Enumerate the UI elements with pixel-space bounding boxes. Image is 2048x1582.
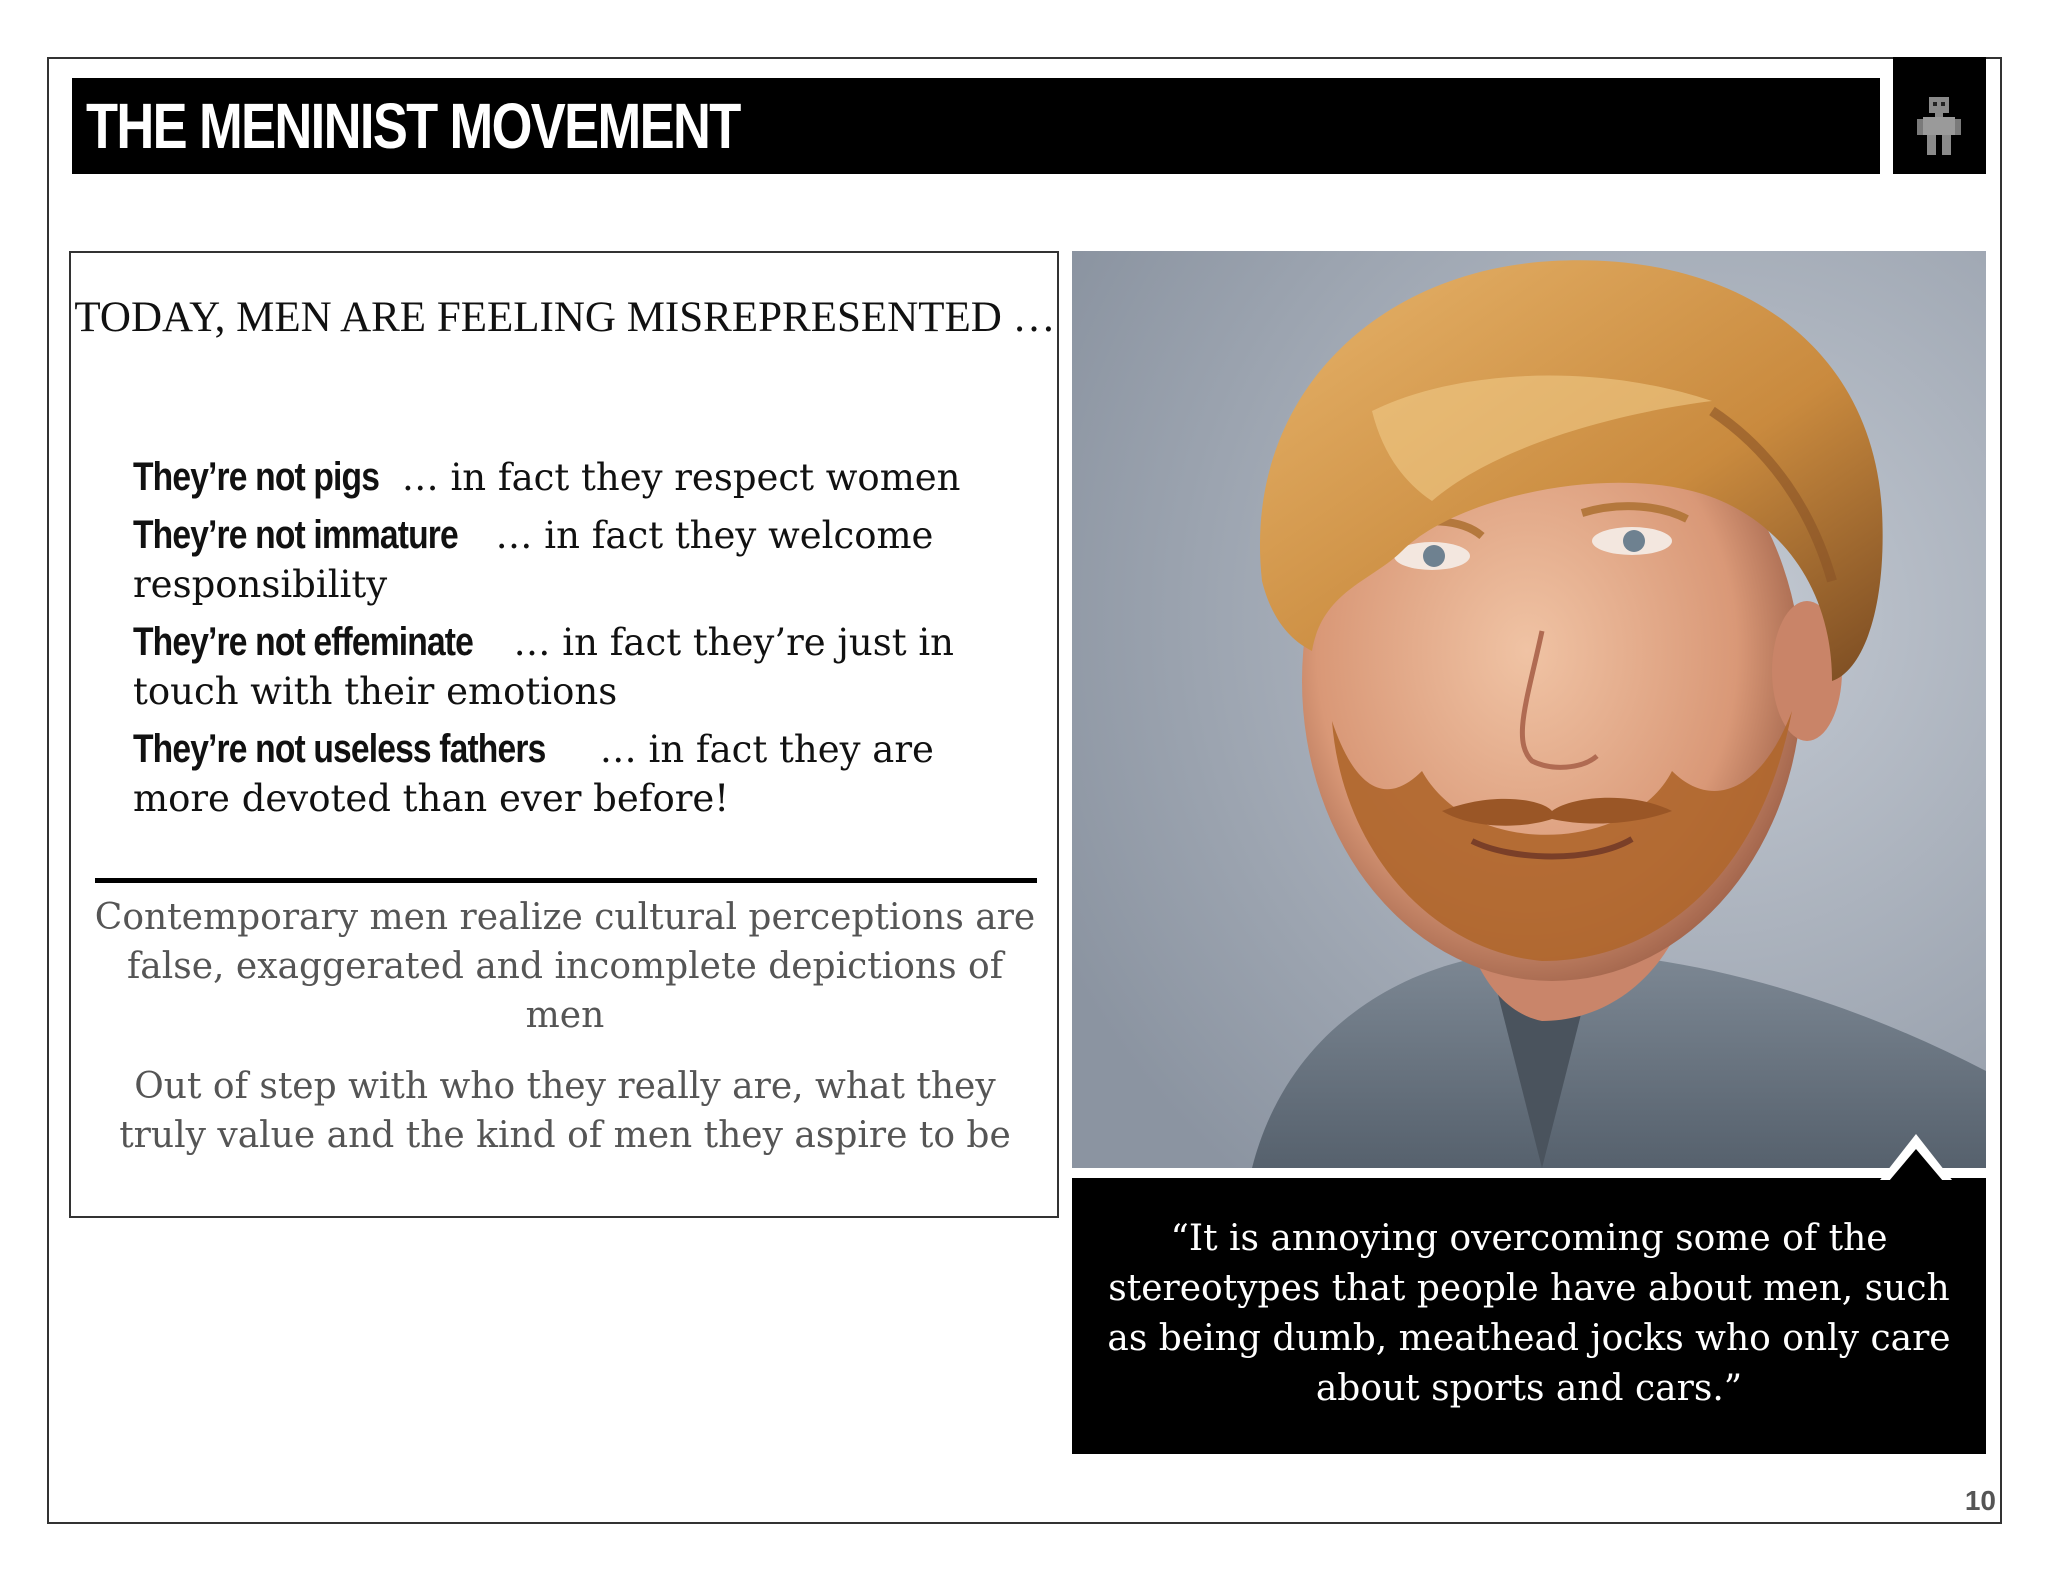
summary [87, 893, 1043, 1182]
claim-detail: … in fact they welcome responsibility [133, 514, 934, 606]
portrait-photo [1072, 251, 1986, 1168]
summary-paragraph: Contemporary men realize cultural perceptions are false, exaggerated and incomplete depictions of men [94, 897, 1036, 1036]
claim-item [133, 725, 1013, 823]
divider [95, 878, 1037, 883]
claim-item [133, 453, 1013, 502]
claim-item [133, 618, 1013, 716]
panel-headline: TODAY, MEN ARE FEELING MISREPRESENTED … [74, 294, 1056, 341]
claim-item [133, 511, 1013, 609]
claim-emphasis: They’re not useless fathers [133, 727, 546, 771]
claim-detail: … in fact they respect women [389, 456, 961, 499]
claim-emphasis: They’re not immature [133, 513, 458, 557]
claim-emphasis: They’re not pigs [133, 455, 380, 499]
quote-callout [1072, 1178, 1986, 1454]
slide-title: THE MENINIST MOVEMENT [86, 90, 740, 162]
callout-pointer-inner [1889, 1149, 1943, 1181]
portrait-illustration [1072, 251, 1986, 1168]
claim-detail: … in fact they are more devoted than ever before! [133, 728, 934, 820]
logo [1893, 57, 1986, 174]
claim-detail: … in fact they’re just in touch with their emotions [133, 621, 955, 713]
robot-figure-icon [1917, 97, 1961, 155]
page-number: 10 [1964, 1485, 1996, 1516]
title-bar [72, 78, 1880, 174]
summary-paragraph: Out of step with who they really are, what they truly value and the kind of men they aspire to be [119, 1066, 1011, 1156]
claims-list [133, 453, 1013, 832]
quote-text: “It is annoying overcoming some of the stereotypes that people have about men, such as being dumb, meathead jocks who only care about sports and cars.” [1107, 1218, 1951, 1409]
claim-emphasis: They’re not effeminate [133, 620, 474, 664]
content-panel [69, 251, 1059, 1218]
